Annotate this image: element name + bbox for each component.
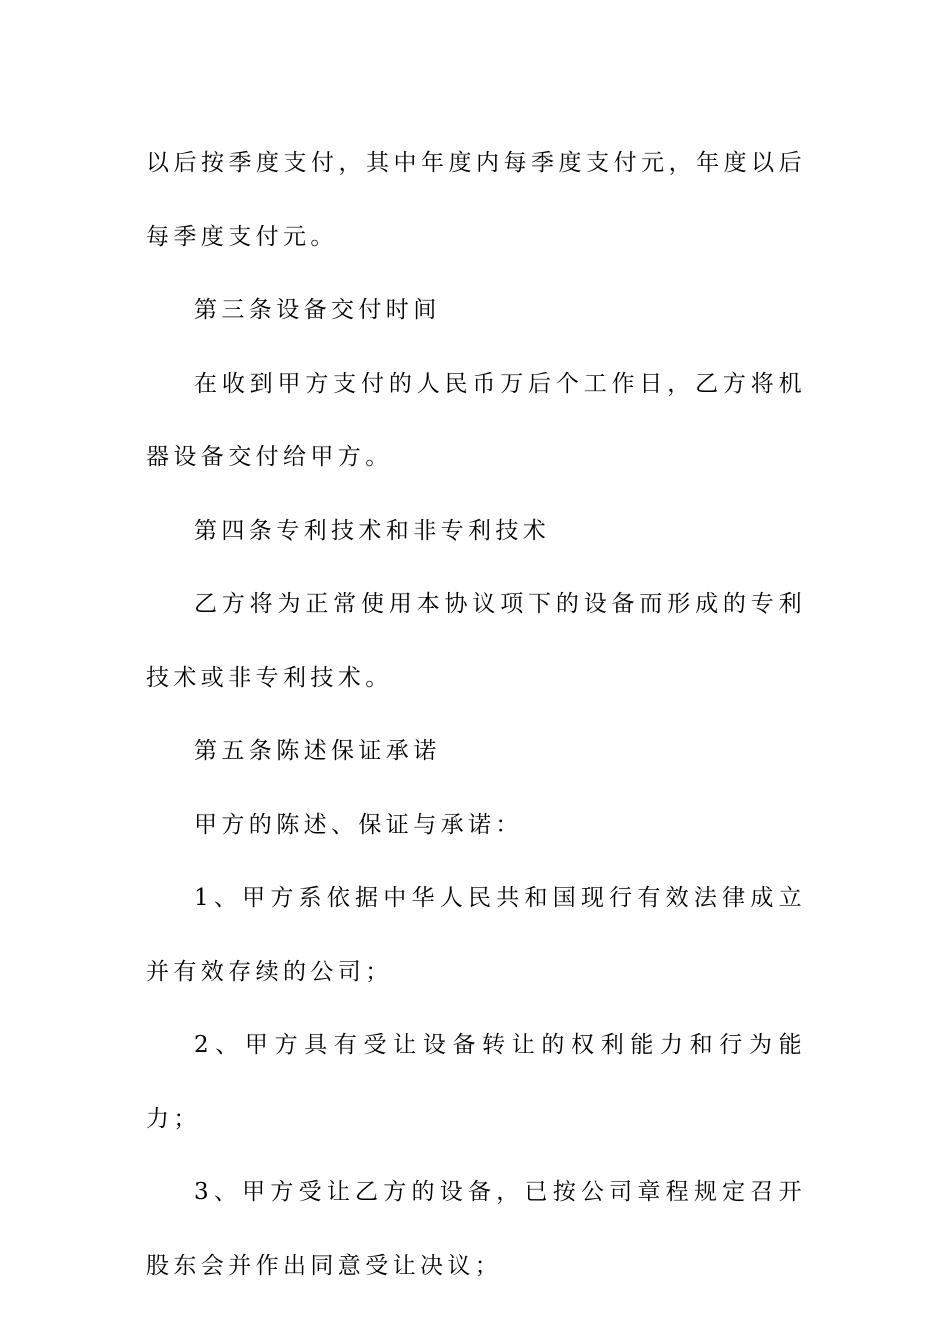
paragraph-party-a-intro: 甲方的陈述、保证与承诺： [194, 811, 523, 838]
paragraph-patent: 乙方将为正常使用本协议项下的设备而形成的专利技术或非专利技术。 [146, 591, 806, 691]
paragraph-payment-continuation: 以后按季度支付，其中年度内每季度支付元，年度以后每季度支付元。 [146, 150, 806, 250]
list-item-3: 3、甲方受让乙方的设备，已按公司章程规定召开股东会并作出同意受让决议； [146, 1179, 806, 1279]
document-body [146, 127, 806, 1303]
list-item-2: 2、甲方具有受让设备转让的权利能力和行为能力； [146, 1032, 806, 1132]
heading-article-4: 第四条专利技术和非专利技术 [194, 517, 551, 544]
paragraph-delivery: 在收到甲方支付的人民币万后个工作日，乙方将机器设备交付给甲方。 [146, 370, 806, 470]
list-item-1: 1、甲方系依据中华人民共和国现行有效法律成立并有效存续的公司； [146, 885, 806, 985]
heading-article-5: 第五条陈述保证承诺 [194, 738, 441, 764]
heading-article-3: 第三条设备交付时间 [194, 297, 441, 323]
